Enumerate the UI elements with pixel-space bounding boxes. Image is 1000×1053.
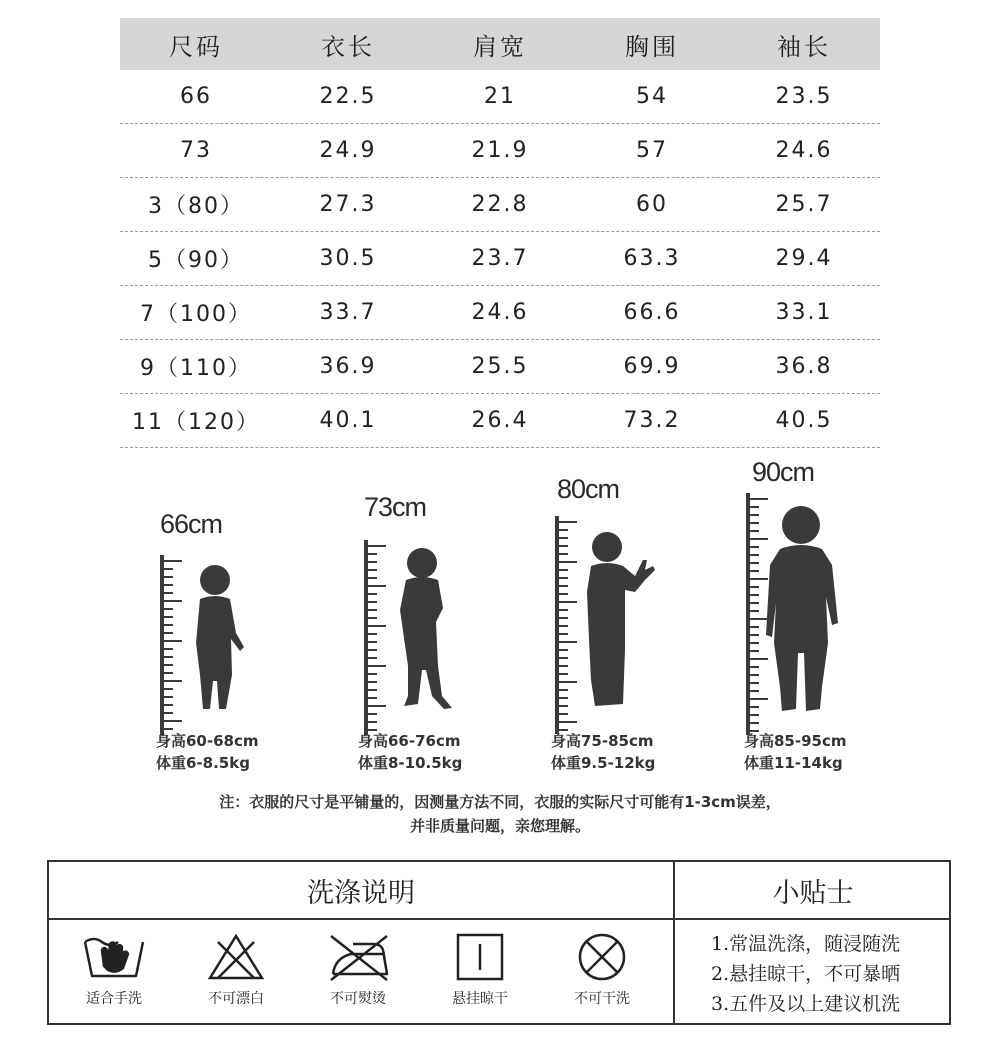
table-cell: 9（110） bbox=[140, 356, 252, 381]
wash-icon-label: 适合手洗 bbox=[86, 991, 142, 1007]
height-label: 73cm bbox=[364, 492, 427, 522]
tip-item: 2.悬挂晾干，不可暴晒 bbox=[711, 963, 901, 985]
table-cell: 73 bbox=[180, 138, 212, 163]
figure-info bbox=[744, 730, 847, 774]
table-cell: 54 bbox=[636, 84, 668, 109]
child-silhouette-icon bbox=[396, 546, 456, 711]
care-instructions-box bbox=[47, 860, 951, 1025]
wash-icon-label: 悬挂晾干 bbox=[452, 991, 508, 1007]
table-cell: 29.4 bbox=[775, 246, 833, 271]
table-cell: 63.3 bbox=[623, 246, 681, 271]
tip-item: 3.五件及以上建议机洗 bbox=[711, 993, 901, 1015]
header-cell-size: 尺码 bbox=[169, 32, 223, 61]
height-range-text: 身高60-68cm bbox=[156, 732, 259, 750]
table-cell: 21 bbox=[484, 84, 516, 109]
table-cell: 7（100） bbox=[140, 302, 252, 327]
size-table-header bbox=[120, 18, 880, 70]
figure-info bbox=[358, 730, 462, 774]
height-range-text: 身高75-85cm bbox=[551, 732, 654, 750]
height-ruler-icon bbox=[160, 555, 186, 735]
table-cell: 5（90） bbox=[148, 248, 244, 273]
table-cell: 22.5 bbox=[319, 84, 377, 109]
table-cell: 60 bbox=[636, 192, 668, 217]
wash-icon-item bbox=[547, 920, 657, 1008]
table-cell: 30.5 bbox=[319, 246, 377, 271]
tips-list bbox=[673, 920, 949, 1023]
table-cell: 25.7 bbox=[775, 192, 833, 217]
table-row bbox=[120, 124, 880, 178]
note-line-1: 注：衣服的尺寸是平铺量的，因测量方法不同，衣服的实际尺寸可能有1-3cm误差， bbox=[219, 793, 781, 811]
table-cell: 24.9 bbox=[319, 138, 377, 163]
table-cell: 3（80） bbox=[148, 194, 244, 219]
table-cell: 40.5 bbox=[775, 408, 833, 433]
no-dry-clean-icon bbox=[576, 932, 628, 982]
table-row bbox=[120, 394, 880, 448]
child-silhouette-icon bbox=[766, 503, 846, 715]
header-cell-length: 衣长 bbox=[321, 32, 375, 61]
height-range-text: 身高85-95cm bbox=[744, 732, 847, 750]
table-cell: 21.9 bbox=[471, 138, 529, 163]
child-figure-90 bbox=[738, 455, 908, 785]
table-cell: 27.3 bbox=[319, 192, 377, 217]
height-range-text: 身高66-76cm bbox=[358, 732, 461, 750]
tip-item: 1.常温洗涤，随浸随洗 bbox=[711, 933, 901, 955]
size-table bbox=[120, 18, 880, 448]
child-figure-80 bbox=[545, 470, 715, 785]
table-cell: 26.4 bbox=[471, 408, 529, 433]
table-cell: 36.9 bbox=[319, 354, 377, 379]
table-cell: 73.2 bbox=[623, 408, 681, 433]
table-cell: 40.1 bbox=[319, 408, 377, 433]
table-cell: 66 bbox=[180, 84, 212, 109]
table-row bbox=[120, 232, 880, 286]
child-figure-66 bbox=[150, 505, 310, 785]
weight-range-text: 体重8-10.5kg bbox=[358, 754, 463, 772]
table-cell: 66.6 bbox=[623, 300, 681, 325]
figure-info bbox=[551, 730, 655, 774]
table-cell: 24.6 bbox=[471, 300, 529, 325]
table-cell: 69.9 bbox=[623, 354, 681, 379]
wash-icon-label: 不可漂白 bbox=[208, 991, 264, 1007]
no-iron-icon bbox=[323, 932, 393, 982]
table-row bbox=[120, 70, 880, 124]
wash-icon-label: 不可干洗 bbox=[574, 991, 630, 1007]
height-label: 80cm bbox=[557, 474, 620, 504]
wash-icons-row bbox=[49, 920, 673, 1023]
child-silhouette-icon bbox=[190, 563, 250, 713]
table-cell: 25.5 bbox=[471, 354, 529, 379]
note-line-2: 并非质量问题，亲您理解。 bbox=[409, 817, 590, 835]
table-cell: 22.8 bbox=[471, 192, 529, 217]
table-cell: 23.5 bbox=[775, 84, 833, 109]
table-cell: 24.6 bbox=[775, 138, 833, 163]
weight-range-text: 体重11-14kg bbox=[744, 754, 843, 772]
measurement-note bbox=[0, 790, 1000, 838]
hand-wash-icon bbox=[82, 932, 146, 982]
table-cell: 23.7 bbox=[471, 246, 529, 271]
height-ruler-icon bbox=[364, 540, 390, 735]
header-cell-sleeve: 袖长 bbox=[777, 32, 831, 61]
no-bleach-icon bbox=[204, 932, 268, 982]
table-cell: 33.7 bbox=[319, 300, 377, 325]
wash-icon-item bbox=[303, 920, 413, 1008]
tips-title: 小贴士 bbox=[673, 862, 951, 920]
wash-icon-label: 不可熨烫 bbox=[330, 991, 386, 1007]
figure-info bbox=[156, 730, 259, 774]
height-ruler-icon bbox=[555, 516, 581, 734]
hang-dry-icon bbox=[454, 932, 506, 982]
table-cell: 11（120） bbox=[132, 410, 260, 435]
table-cell: 33.1 bbox=[775, 300, 833, 325]
header-cell-chest: 胸围 bbox=[625, 32, 679, 61]
wash-icon-item bbox=[59, 920, 169, 1008]
weight-range-text: 体重9.5-12kg bbox=[551, 754, 656, 772]
wash-icon-item bbox=[425, 920, 535, 1008]
wash-icon-item bbox=[181, 920, 291, 1008]
table-row bbox=[120, 286, 880, 340]
weight-range-text: 体重6-8.5kg bbox=[156, 754, 250, 772]
height-label: 90cm bbox=[752, 457, 815, 487]
height-label: 66cm bbox=[160, 509, 223, 539]
header-cell-shoulder: 肩宽 bbox=[473, 32, 527, 61]
table-cell: 57 bbox=[636, 138, 668, 163]
table-row bbox=[120, 340, 880, 394]
wash-instructions-title: 洗涤说明 bbox=[49, 862, 673, 920]
child-silhouette-icon bbox=[585, 530, 665, 710]
table-row bbox=[120, 178, 880, 232]
table-cell: 36.8 bbox=[775, 354, 833, 379]
child-figure-73 bbox=[352, 490, 512, 785]
